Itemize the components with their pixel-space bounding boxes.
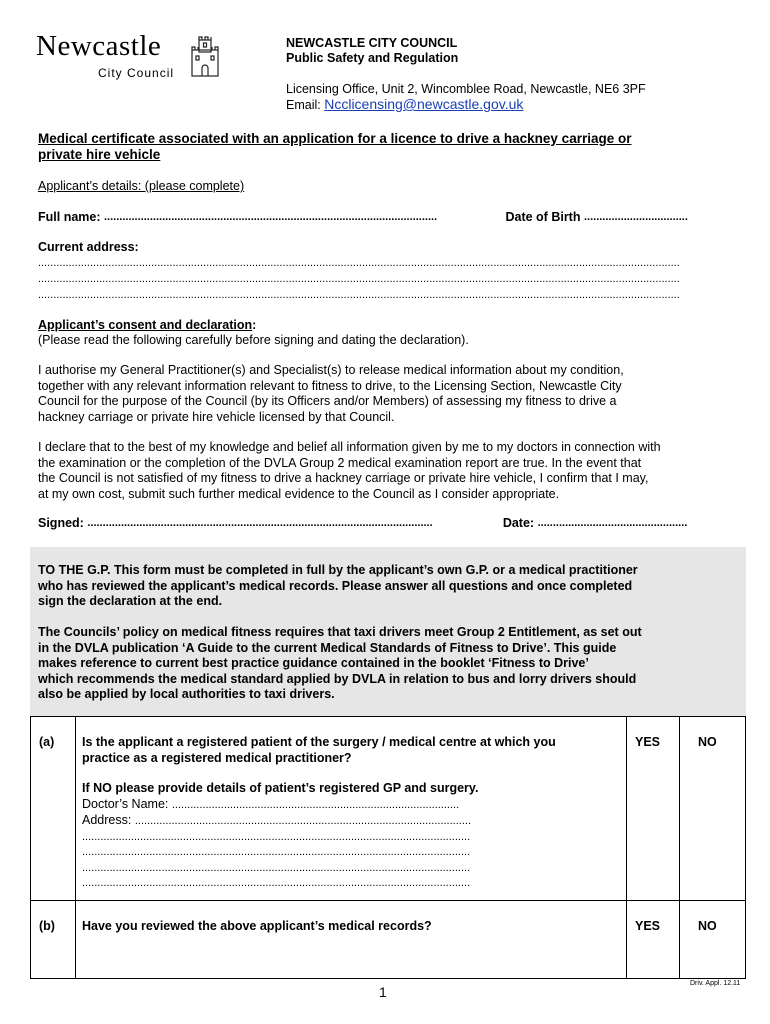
question-text-cell xyxy=(76,901,627,979)
question-b-line: Have you reviewed the above applicant’s medical records? xyxy=(82,919,432,933)
full-name-label: Full name: xyxy=(38,210,101,224)
no-label: NO xyxy=(698,919,717,933)
council-name: NEWCASTLE CITY COUNCIL xyxy=(286,36,458,50)
gp-paragraph-1 xyxy=(38,563,744,610)
question-a-line: practice as a registered medical practitioner? xyxy=(82,750,352,765)
answer-no-cell[interactable] xyxy=(680,717,746,901)
full-name-row xyxy=(38,210,744,226)
consent-p2-line: at my own cost, submit such further medical evidence to the Council as I consider appropriate. xyxy=(38,486,560,501)
consent-p2-line: I declare that to the best of my knowledge and belief all information given by me to my doctors in connection with xyxy=(38,440,661,454)
signature-field[interactable]: ................................................................................................................. xyxy=(87,517,433,529)
consent-p1-line: together with any relevant information relevant to fitness to drive, to the Licensing Section, Newcastle City xyxy=(38,378,622,393)
form-reference: Driv. Appl. 12.11 xyxy=(690,980,741,987)
date-label: Date: xyxy=(502,516,535,530)
answer-yes-cell[interactable] xyxy=(627,717,680,901)
dob-label: Date of Birth xyxy=(505,210,581,224)
current-address-label: Current address: xyxy=(38,240,139,254)
question-label: (a) xyxy=(31,717,76,901)
full-name-field[interactable]: ............................................................................................................. xyxy=(104,211,438,223)
consent-heading: Applicant’s consent and declaration xyxy=(38,318,253,332)
gp-address-line[interactable]: ............................................................................................................................... xyxy=(82,877,471,889)
form-title-line-1: Medical certificate associated with an application for a licence to drive a hackney carriage or xyxy=(38,131,632,146)
address-line-3[interactable]: .................................................................................................................................................................................................................. xyxy=(38,289,680,301)
gp-address-label: Address: xyxy=(82,813,132,827)
consent-paragraph-2 xyxy=(38,440,754,502)
logo-subtitle: City Council xyxy=(98,66,175,80)
date-field[interactable]: ................................................. xyxy=(537,517,688,529)
consent-p1-line: I authorise my General Practitioner(s) and Specialist(s) to release medical information about my condition, xyxy=(38,363,624,377)
question-a-subheading: If NO please provide details of patient’s registered GP and surgery. xyxy=(82,781,479,795)
doctor-name-label: Doctor’s Name: xyxy=(82,796,169,811)
gp-p2-line: which recommends the medical standard applied by DVLA in relation to bus and lorry drivers should xyxy=(38,671,637,686)
applicant-details-heading: Applicant’s details: (please complete) xyxy=(38,179,245,193)
question-label: (b) xyxy=(31,901,76,979)
gp-address-line[interactable]: ............................................................................................................................... xyxy=(82,846,471,858)
address-line-1[interactable]: .................................................................................................................................................................................................................. xyxy=(38,257,680,269)
council-logo xyxy=(36,30,236,82)
email-line xyxy=(286,97,523,113)
answer-no-cell[interactable] xyxy=(680,901,746,979)
email-label: Email: xyxy=(286,98,321,112)
gp-p1-line: sign the declaration at the end. xyxy=(38,594,223,608)
gp-address-line[interactable]: ............................................................................................................................... xyxy=(82,830,471,843)
castle-crest-icon xyxy=(188,34,222,78)
answer-yes-cell[interactable] xyxy=(627,901,680,979)
gp-p2-line: makes reference to current best practice guidance contained in the booklet ‘Fitness to Drive’ xyxy=(38,656,589,670)
doctor-name-field[interactable]: .............................................................................................. xyxy=(171,798,460,811)
page-number: 1 xyxy=(379,984,387,1000)
form-title-line-2: private hire vehicle xyxy=(38,147,161,162)
consent-p2-line: the examination or the completion of the DVLA Group 2 medical examination report are true. In the event that xyxy=(38,455,642,470)
questions-table xyxy=(30,716,746,979)
question-a-line: Is the applicant a registered patient of the surgery / medical centre at which you xyxy=(82,735,556,749)
office-address: Licensing Office, Unit 2, Wincomblee Road, Newcastle, NE6 3PF xyxy=(286,82,646,96)
doctor-name-row xyxy=(82,797,622,814)
gp-instructions-box xyxy=(30,547,746,716)
gp-p2-line: in the DVLA publication ‘A Guide to the current Medical Standards of Fitness to Drive’. This guide xyxy=(38,640,617,655)
consent-paragraph-1 xyxy=(38,363,754,425)
consent-heading-colon: : xyxy=(252,318,257,332)
question-text-cell xyxy=(76,717,627,901)
consent-heading-row xyxy=(38,318,256,334)
gp-p2-line: The Councils’ policy on medical fitness requires that taxi drivers meet Group 2 Entitlement, as set out xyxy=(38,625,642,639)
department-name: Public Safety and Regulation xyxy=(286,51,459,65)
logo-wordmark: Newcastle xyxy=(36,30,162,62)
question-row-a xyxy=(31,717,746,901)
question-row-b xyxy=(31,901,746,979)
no-label: NO xyxy=(698,735,717,749)
yes-label: YES xyxy=(635,919,661,933)
consent-p1-line: hackney carriage or private hire vehicle licensed by that Council. xyxy=(38,409,395,424)
form-title xyxy=(38,131,631,163)
gp-address-line[interactable]: ............................................................................................................................... xyxy=(82,861,471,874)
yes-label: YES xyxy=(635,735,661,749)
gp-p1-line: TO THE G.P. This form must be completed in full by the applicant’s own G.P. or a medical practitioner xyxy=(38,563,638,577)
gp-address-field[interactable]: .............................................................................................................. xyxy=(134,815,472,827)
consent-note: (Please read the following carefully before signing and dating the declaration). xyxy=(38,333,469,347)
gp-p2-line: also be applied by local authorities to taxi drivers. xyxy=(38,687,335,701)
dob-field[interactable]: .................................. xyxy=(583,211,688,223)
address-line-2[interactable]: .................................................................................................................................................................................................................. xyxy=(38,273,680,285)
signed-label: Signed: xyxy=(38,516,84,530)
signature-row xyxy=(38,516,744,532)
consent-p2-line: the Council is not satisfied of my fitness to drive a hackney carriage or private hire vehicle, I confirm that I may, xyxy=(38,471,649,485)
consent-p1-line: Council for the purpose of the Council (by its Officers and/or Members) of assessing my fitness to drive a xyxy=(38,394,617,408)
email-link[interactable]: Ncclicensing@newcastle.gov.uk xyxy=(324,96,524,112)
gp-paragraph-2 xyxy=(38,625,744,703)
gp-p1-line: who has reviewed the applicant’s medical records. Please answer all questions and once completed xyxy=(38,578,633,593)
gp-address-row xyxy=(82,813,622,830)
